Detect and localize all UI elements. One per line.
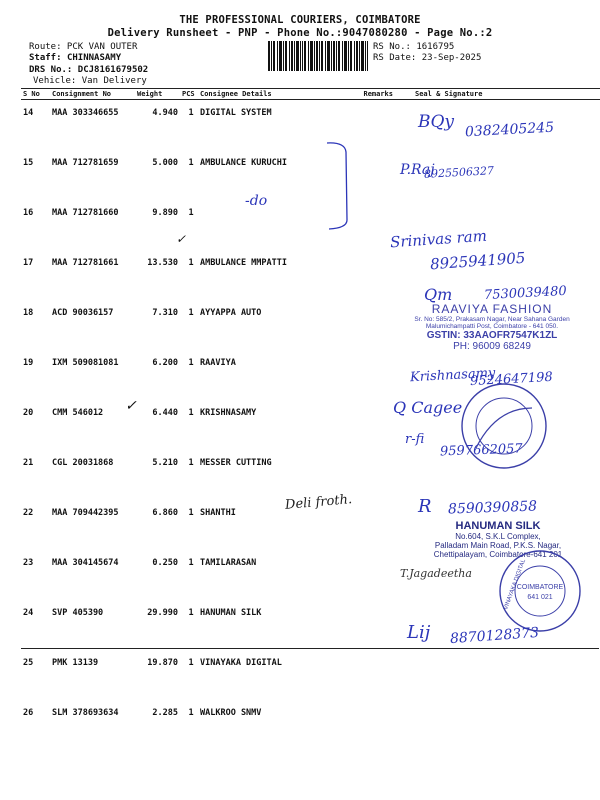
row-remarks	[357, 350, 397, 400]
signature-row23: R	[418, 496, 432, 517]
signature-row14: BQy	[418, 112, 455, 132]
phone-row14: 0382405245	[464, 119, 555, 141]
vinayaka-seal	[497, 548, 583, 634]
rs-date: RS Date: 23-Sep-2025	[373, 53, 482, 63]
row-remarks	[357, 700, 397, 750]
row-sno: 14	[23, 108, 34, 118]
row-sno: 24	[23, 608, 34, 618]
row-pcs: 1	[188, 258, 194, 268]
row-pcs: 1	[188, 108, 194, 118]
row-sno: 22	[23, 508, 34, 518]
phone-row20: 9524647198	[469, 369, 554, 390]
staff-info	[29, 53, 121, 63]
row-pcs: 1	[188, 608, 194, 618]
row-weight: 4.940	[152, 108, 178, 118]
row-sno: 16	[23, 208, 34, 218]
phone-row26: 8870128373	[449, 624, 540, 648]
col-weight: Weight	[135, 89, 182, 100]
row-consignee: MESSER CUTTING	[200, 458, 272, 468]
rs-number: RS No.: 1616795	[373, 42, 455, 52]
raaviya-stamp-phone: PH: 96009 68249	[453, 341, 531, 352]
row-consignment: CGL 20031868	[52, 458, 114, 468]
row-sno: 26	[23, 708, 34, 718]
table-header-row	[21, 89, 600, 100]
row-weight: 2.285	[152, 708, 178, 718]
row-pcs: 1	[188, 358, 194, 368]
row-sno: 17	[23, 258, 34, 268]
row-pcs: 1	[188, 558, 194, 568]
row-weight: 6.440	[152, 408, 178, 418]
row-consignment: SLM 378693634	[52, 708, 119, 718]
raaviya-stamp	[392, 302, 592, 352]
row-weight: 5.210	[152, 458, 178, 468]
row-pcs: 1	[188, 408, 194, 418]
remarks-note-row23: Deli froth.	[284, 492, 353, 513]
row-pcs: 1	[188, 158, 194, 168]
row-consignment: IXM 509081081	[52, 358, 119, 368]
signature-row17: Srinivas ram	[389, 226, 488, 252]
row-consignee: SHANTHI	[200, 508, 236, 518]
row-pcs: 1	[188, 508, 194, 518]
row-consignment: ACD 90036157	[52, 308, 114, 318]
col-consignment: Consignment No	[50, 89, 135, 100]
table-row	[21, 150, 600, 200]
row-consignment: MAA 304145674	[52, 558, 119, 568]
row-remarks	[357, 500, 397, 550]
row-weight: 6.860	[152, 508, 178, 518]
row-consignee: RAAVIYA	[200, 358, 236, 368]
row-weight: 7.310	[152, 308, 178, 318]
row-weight: 0.250	[152, 558, 178, 568]
row-weight: 13.530	[147, 258, 178, 268]
row-sno: 21	[23, 458, 34, 468]
table-row	[21, 700, 600, 750]
row-consignment: CMM 546012	[52, 408, 104, 418]
hanuman-stamp-addr2: Palladam Main Road, P.K.S. Nagar,	[434, 541, 562, 550]
row-signature	[397, 700, 600, 750]
row-consignee: DIGITAL SYSTEM	[200, 108, 272, 118]
drs-info	[29, 65, 148, 75]
row-remarks	[357, 600, 397, 650]
col-consignee: Consignee Details	[198, 89, 357, 100]
row-remarks	[357, 450, 397, 500]
row-weight: 5.000	[152, 158, 178, 168]
row-sno: 15	[23, 158, 34, 168]
row-sno: 25	[23, 658, 34, 668]
row-pcs: 1	[188, 458, 194, 468]
hanuman-stamp-addr1: No.604, S.K.L Complex,	[455, 532, 541, 541]
signature-row21: Q Cagee	[393, 398, 463, 417]
row-sno: 23	[23, 558, 34, 568]
signature-row15: P.Raj	[400, 162, 435, 178]
row-remarks	[357, 650, 397, 700]
signature-row18: Qm	[424, 285, 453, 304]
vinayaka-seal-city: COIMBATORE	[516, 584, 564, 591]
row-consignment: MAA 303346655	[52, 108, 119, 118]
company-title: THE PROFESSIONAL COURIERS, COIMBATORE	[179, 14, 421, 26]
phone-row15: 8925506327	[423, 164, 495, 181]
row-sno: 18	[23, 308, 34, 318]
phone-row22: 9597662057	[439, 441, 523, 460]
row-consignee: AYYAPPA AUTO	[200, 308, 262, 318]
row-signature	[397, 650, 600, 700]
row-consignment: MAA 712781659	[52, 158, 119, 168]
row-consignment: PMK 13139	[52, 658, 99, 668]
row-weight: 9.890	[152, 208, 178, 218]
row-pcs: 1	[188, 308, 194, 318]
barcode-image	[268, 41, 368, 71]
row-consignment: SVP 405390	[52, 608, 104, 618]
round-seal-row21	[456, 378, 552, 474]
vehicle-info: Vehicle: Van Delivery	[33, 76, 147, 86]
row-pcs: 1	[188, 708, 194, 718]
row-sno: 20	[23, 408, 34, 418]
signature-row20: Krishnasamy	[409, 365, 496, 386]
phone-row24: 8590390858	[447, 498, 538, 518]
col-sno: S No	[21, 89, 50, 100]
staff-label: Staff:	[29, 53, 62, 63]
drs-label: DRS No.:	[29, 65, 73, 75]
row-consignment: MAA 712781661	[52, 258, 119, 268]
table-bottom-rule	[21, 648, 599, 649]
vinayaka-seal-pin: 641 021	[527, 594, 553, 601]
row-remarks	[357, 300, 397, 350]
row-consignee: AMBULANCE KURUCHI	[200, 158, 287, 168]
hanuman-stamp-addr3: Chettipalayam, Coimbatore-641 201	[433, 550, 563, 559]
row-consignment: MAA 709442395	[52, 508, 119, 518]
row-consignee: TAMILARASAN	[200, 558, 257, 568]
table-row	[21, 650, 600, 700]
row-weight: 19.870	[147, 658, 178, 668]
col-remarks: Remarks	[357, 89, 397, 100]
staff-value: CHINNASAMY	[66, 53, 122, 63]
consignee-tick-mark: ✓	[176, 232, 187, 246]
raaviya-stamp-addr2: Malumichampatti Post, Coimbatore - 641 050.	[425, 323, 559, 330]
signature-row22: r-fi	[405, 432, 425, 447]
row-remarks	[357, 250, 397, 300]
route-info: Route: PCK VAN OUTER	[29, 42, 138, 52]
col-seal-signature: Seal & Signature	[397, 89, 600, 100]
row-weight: 29.990	[147, 608, 178, 618]
hanuman-stamp-name: HANUMAN SILK	[455, 520, 541, 532]
row-remarks	[357, 550, 397, 600]
row-sno: 19	[23, 358, 34, 368]
table-row	[21, 200, 600, 250]
row-remarks	[357, 400, 397, 450]
col-pcs: PCS	[182, 89, 198, 100]
raaviya-stamp-gstin: GSTIN: 33AAOFR7547K1ZL	[426, 330, 558, 341]
phone-row18: 7530039480	[483, 283, 568, 304]
row-consignment: MAA 712781660	[52, 208, 119, 218]
row-weight: 6.200	[152, 358, 178, 368]
runsheet-subtitle: Delivery Runsheet - PNP - Phone No.:9047080280 - Page No.:2	[107, 27, 493, 39]
row-consignee: VINAYAKA DIGITAL	[200, 658, 282, 668]
signature-row26: Lij	[407, 622, 431, 643]
row-pcs: 1	[188, 208, 194, 218]
signature-row25: T.Jagadeetha	[400, 567, 472, 580]
brace-mark	[325, 140, 365, 232]
row-pcs: 1	[188, 658, 194, 668]
row-consignee: KRISHNASAMY	[200, 408, 257, 418]
row-consignee: HANUMAN SILK	[200, 608, 262, 618]
vinayaka-seal-name: VINAYAKA DIGITAL	[503, 558, 528, 611]
drs-value: DCJ8161679502	[77, 65, 149, 75]
raaviya-stamp-addr1: Sr. No: 585/2, Prakasam Nagar, Near Sahana Garden	[414, 316, 570, 323]
phone-row17: 8925941905	[429, 248, 526, 274]
ditto-mark: -do	[245, 193, 268, 209]
raaviya-stamp-name: RAAVIYA FASHION	[431, 302, 553, 316]
weight-tick-mark: ✓	[125, 398, 137, 414]
row-consignee: AMBULANCE MMPATTI	[200, 258, 287, 268]
row-consignee: WALKROO SNMV	[200, 708, 262, 718]
